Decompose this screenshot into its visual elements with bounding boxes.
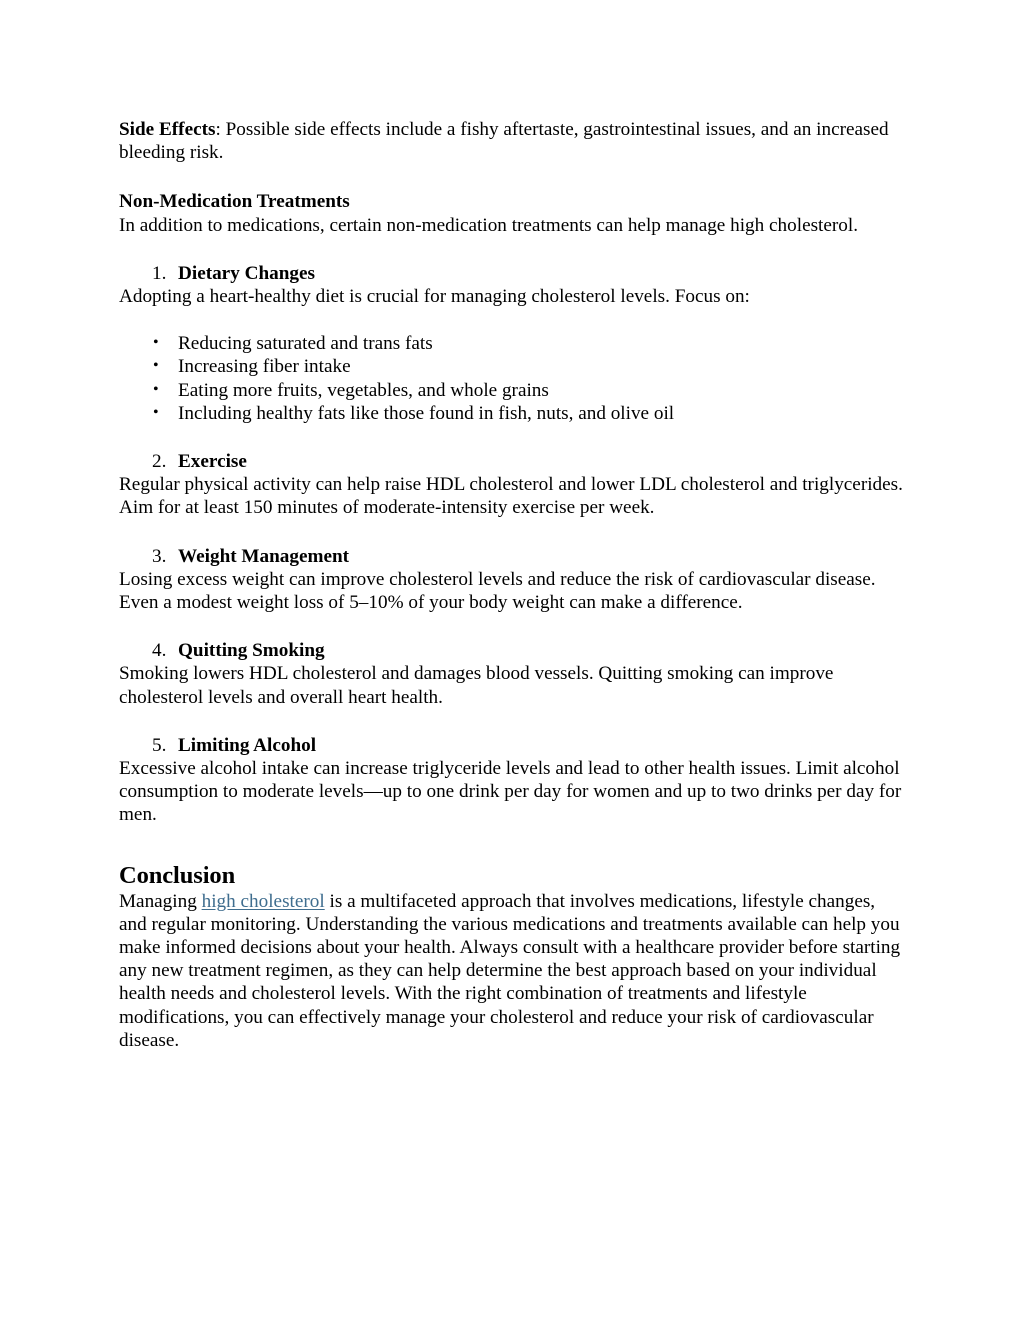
bullet-text: Eating more fruits, vegetables, and whole grains	[178, 379, 549, 401]
list-item-number: 2.	[152, 451, 167, 473]
numbered-list-item-1	[119, 262, 905, 285]
list-item	[119, 379, 905, 402]
numbered-list-item-5	[119, 734, 905, 757]
list-item	[119, 734, 905, 757]
side-effects-paragraph	[119, 118, 905, 164]
bullet-text: Including healthy fats like those found in fish, nuts, and olive oil	[178, 402, 675, 424]
list-item-title: Quitting Smoking	[178, 640, 325, 662]
numbered-list-item-2	[119, 450, 905, 473]
bullet-icon: •	[153, 357, 159, 375]
non-medication-treatments-heading: Non-Medication Treatments	[119, 191, 350, 213]
list-item-number: 3.	[152, 545, 167, 567]
limiting-alcohol-paragraph: Excessive alcohol intake can increase triglyceride levels and lead to other health issues. Limit alcohol consumption to moderate levels—up to one drink per day for women and up to two drinks per day for men.	[119, 758, 902, 826]
conclusion-text-after-link: is a multifaceted approach that involves medications, lifestyle changes, and regular monitoring. Understanding the various medications and treatments available can help you make informed decisions about your health. Always consult with a healthcare provider before starting any new treatment regimen, as they can help determine the best approach based on your individual health needs and cholesterol levels. With the right combination of treatments and lifestyle modifications, you can effectively manage your cholesterol and reduce your risk of cardiovascular disease.	[119, 890, 901, 1051]
quitting-smoking-paragraph: Smoking lowers HDL cholesterol and damages blood vessels. Quitting smoking can improve cholesterol levels and overall heart health.	[119, 663, 834, 708]
weight-management-paragraph: Losing excess weight can improve cholesterol levels and reduce the risk of cardiovascular disease. Even a modest weight loss of 5–10% of your body weight can make a difference.	[119, 568, 876, 614]
bullet-text: Increasing fiber intake	[178, 356, 351, 378]
bullet-text: Reducing saturated and trans fats	[178, 333, 433, 355]
bullet-icon: •	[153, 380, 159, 398]
bullet-icon: •	[153, 334, 159, 352]
side-effects-separator: :	[215, 119, 226, 140]
list-item-number: 1.	[152, 262, 167, 284]
list-item	[119, 332, 905, 355]
high-cholesterol-link[interactable]: high cholesterol	[201, 890, 325, 912]
side-effects-text: Possible side effects include a fishy aftertaste, gastrointestinal issues, and an increased bleeding risk.	[119, 119, 889, 164]
exercise-paragraph: Regular physical activity can help raise HDL cholesterol and lower LDL cholesterol and triglycerides. Aim for at least 150 minutes of moderate-intensity exercise per week.	[119, 474, 903, 519]
numbered-list-item-3	[119, 545, 905, 568]
side-effects-label: Side Effects	[119, 119, 216, 140]
list-item-title: Exercise	[178, 451, 247, 473]
dietary-bullet-list	[119, 332, 905, 425]
list-item-title: Dietary Changes	[178, 262, 315, 284]
conclusion-heading: Conclusion	[119, 861, 236, 889]
conclusion-text-before-link: Managing	[119, 890, 202, 912]
list-item-title: Weight Management	[178, 545, 350, 567]
bullet-icon: •	[153, 403, 159, 421]
list-item	[119, 355, 905, 378]
list-item-number: 5.	[152, 734, 167, 756]
conclusion-paragraph	[119, 890, 905, 1052]
list-item-number: 4.	[152, 640, 167, 662]
numbered-list-item-4	[119, 639, 905, 662]
document-content	[119, 118, 905, 1052]
list-item	[119, 450, 905, 473]
list-item	[119, 402, 905, 425]
non-medication-intro-paragraph: In addition to medications, certain non-medication treatments can help manage high cholesterol.	[119, 214, 859, 236]
list-item-title: Limiting Alcohol	[178, 734, 317, 756]
list-item	[119, 262, 905, 285]
list-item	[119, 545, 905, 568]
list-item	[119, 639, 905, 662]
dietary-changes-paragraph: Adopting a heart-healthy diet is crucial for managing cholesterol levels. Focus on:	[119, 286, 750, 308]
